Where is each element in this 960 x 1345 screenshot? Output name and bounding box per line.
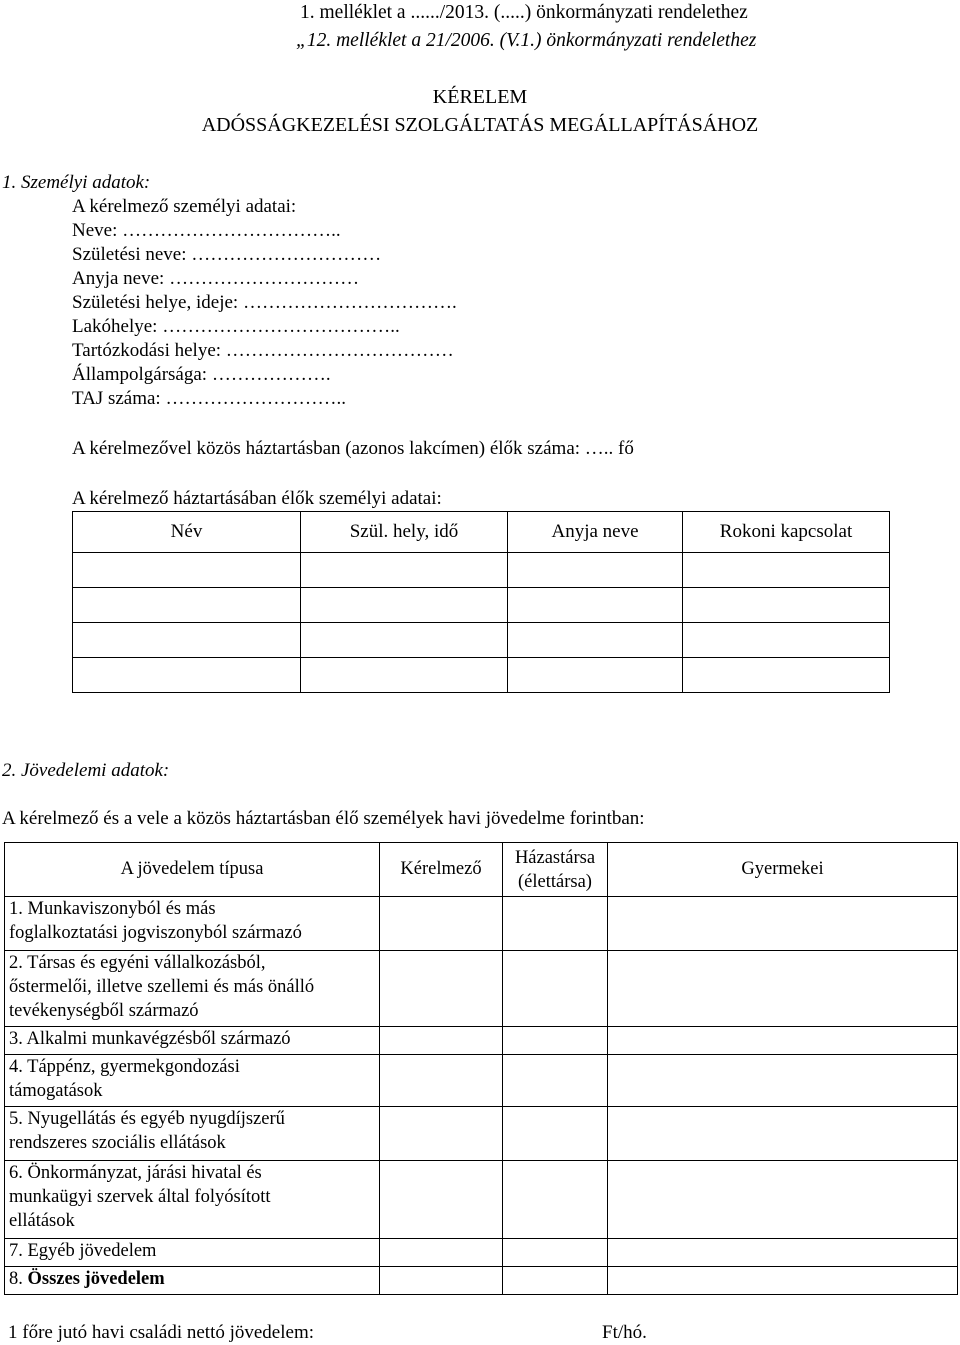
spouse-label-2: (élettársa)	[518, 871, 592, 892]
section1-heading: 1. Személyi adatok:	[2, 172, 151, 193]
income-row-label: 6. Önkormányzat, járási hivatal és munkaügyi szervek által folyósított ellátások	[5, 1161, 380, 1239]
table-row	[73, 623, 890, 658]
income-row-label: 3. Alkalmi munkavégzésből származó	[5, 1027, 380, 1055]
column-header-income-type: A jövedelem típusa	[5, 843, 380, 897]
per-capita-unit[interactable]: Ft/hó.	[602, 1322, 647, 1343]
field-taj-number[interactable]: TAJ száma: ………………………..	[72, 388, 346, 409]
income-row-label: 7. Egyéb jövedelem	[5, 1239, 380, 1267]
spouse-label-1: Házastársa	[514, 847, 596, 868]
field-name[interactable]: Neve: ……………………………..	[72, 220, 341, 241]
table-row	[5, 1107, 958, 1161]
header-line-1: 1. melléklet a ....../2013. (.....) önkormányzati rendelethez	[300, 2, 748, 23]
household-count: A kérelmezővel közös háztartásban (azonos lakcímen) élők száma: ….. fő	[72, 438, 634, 459]
column-header-birth: Szül. hely, idő	[301, 512, 508, 553]
title-line-1: KÉRELEM	[432, 86, 528, 108]
income-table	[4, 842, 958, 1295]
field-birth-name[interactable]: Születési neve: …………………………	[72, 244, 382, 265]
column-header-children: Gyermekei	[608, 843, 958, 897]
field-mother-name[interactable]: Anyja neve: …………………………	[72, 268, 360, 289]
table-row	[5, 1027, 958, 1055]
table-row	[5, 1055, 958, 1107]
table-row	[5, 951, 958, 1027]
column-header-mother: Anyja neve	[508, 512, 683, 553]
header-line-2: „12. melléklet a 21/2006. (V.1.) önkormányzati rendelethez	[296, 30, 757, 51]
field-citizenship[interactable]: Állampolgársága: ……………….	[72, 364, 331, 385]
column-header-relation: Rokoni kapcsolat	[683, 512, 890, 553]
household-intro: A kérelmező háztartásában élők személyi adatai:	[72, 488, 442, 509]
column-header-applicant: Kérelmező	[380, 843, 503, 897]
per-capita-income-label: 1 főre jutó havi családi nettó jövedelem:	[8, 1322, 315, 1343]
section2-intro: A kérelmező és a vele a közös háztartásban élő személyek havi jövedelme forintban:	[2, 808, 645, 829]
field-birth-place-date[interactable]: Születési helye, ideje: …………………………….	[72, 292, 457, 313]
income-row-label: 5. Nyugellátás és egyéb nyugdíjszerű rendszeres szociális ellátások	[5, 1107, 380, 1161]
table-row	[5, 1267, 958, 1295]
column-header-name: Név	[73, 512, 301, 553]
table-row	[73, 658, 890, 693]
section2-heading: 2. Jövedelemi adatok:	[2, 760, 170, 781]
total-label: Összes jövedelem	[27, 1269, 165, 1289]
income-row-label: 4. Táppénz, gyermekgondozási támogatások	[5, 1055, 380, 1107]
income-row-total: 8. Összes jövedelem	[5, 1267, 380, 1295]
table-row	[5, 1239, 958, 1267]
title-line-2: ADÓSSÁGKEZELÉSI SZOLGÁLTATÁS MEGÁLLAPÍTÁSÁHOZ	[201, 114, 759, 136]
column-header-spouse	[503, 843, 608, 897]
income-row-label: 2. Társas és egyéni vállalkozásból, őstermelői, illetve szellemi és más önálló tevékenységből származó	[5, 951, 380, 1027]
field-residence[interactable]: Lakóhelye: ………………………………..	[72, 316, 400, 337]
table-row	[73, 588, 890, 623]
household-members-table	[72, 511, 890, 693]
table-row	[5, 1161, 958, 1239]
section1-intro: A kérelmező személyi adatai:	[72, 196, 297, 217]
table-row	[5, 897, 958, 951]
field-stay-address[interactable]: Tartózkodási helye: ………………………………	[72, 340, 454, 361]
income-row-label: 1. Munkaviszonyból és más foglalkoztatási jogviszonyból származó	[5, 897, 380, 951]
table-row	[73, 553, 890, 588]
